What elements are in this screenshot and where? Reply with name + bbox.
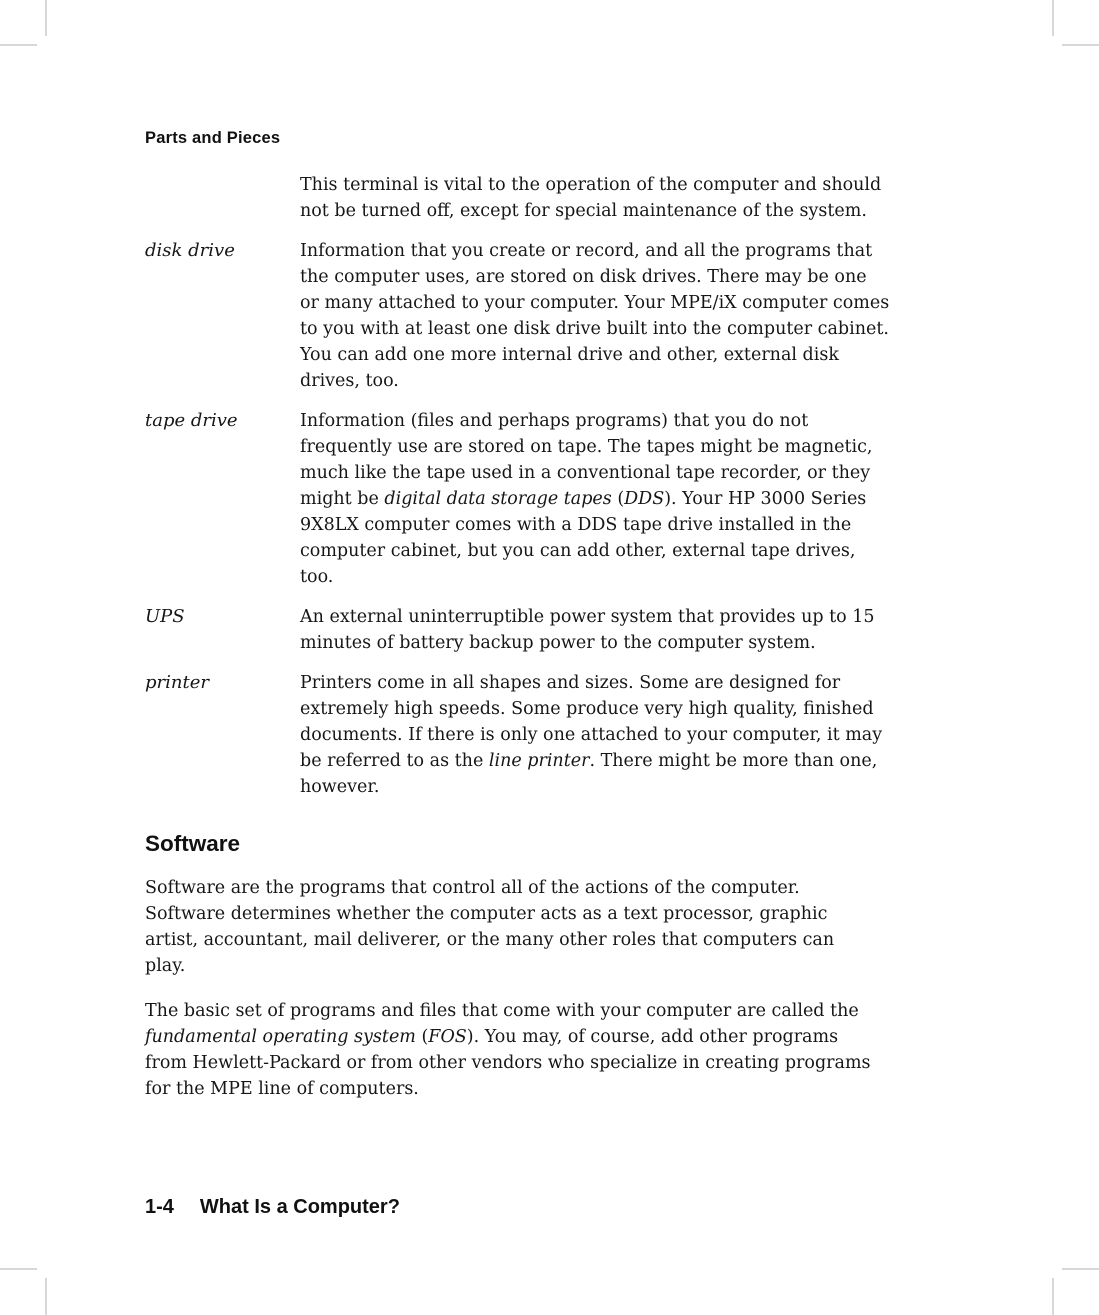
definition-term: tape drive — [145, 410, 238, 431]
definition-text: An external uninterruptible power system that provides up to 15 minutes of battery backup power to the computer system. — [300, 607, 875, 653]
definition-row — [145, 408, 920, 590]
definition-term: UPS — [145, 606, 185, 627]
running-header: Parts and Pieces — [145, 129, 281, 147]
page-content — [145, 172, 920, 1121]
crop-mark-top-right-horizontal — [1062, 44, 1099, 46]
definition-row — [145, 670, 920, 800]
crop-mark-bottom-right-horizontal — [1062, 1268, 1099, 1270]
definition-term — [145, 172, 300, 224]
software-paragraph-1: Software are the programs that control all of the actions of the computer. Software determines whether the computer acts as a text processor, graphic artist, accountant, mail deliverer, or the many other roles that computers can play. — [145, 878, 835, 976]
definition-text: Printers come in all shapes and sizes. Some are designed for extremely high speeds. Some produce very high quality, finished documents. If there is only one attached to your computer, it may be referred to as the line printer. There might be more than one, however. — [300, 673, 883, 797]
crop-mark-bottom-left-vertical — [45, 1278, 47, 1315]
definition-term: disk drive — [145, 240, 235, 261]
page-footer — [145, 1196, 400, 1219]
crop-mark-bottom-left-horizontal — [0, 1268, 37, 1270]
definition-row — [145, 238, 920, 394]
crop-mark-top-left-vertical — [45, 0, 47, 36]
definition-text: Information that you create or record, and all the programs that the computer uses, are stored on disk drives. There may be one or many attached to your computer. Your MPE/iX computer comes to you with at least one disk drive built into the computer cabinet. You can add one more internal drive and other, external disk drives, too. — [300, 241, 890, 391]
section-heading-software: Software — [145, 831, 241, 856]
footer-page-number: 1-4 — [145, 1196, 174, 1218]
software-paragraph-2: The basic set of programs and files that come with your computer are called the fundamental operating system (FOS). You may, of course, add other programs from Hewlett-Packard or from other vendors who specialize in creating programs for the MPE line of computers. — [145, 1001, 871, 1099]
definition-term: printer — [145, 672, 209, 693]
definition-row — [145, 604, 920, 656]
footer-chapter-title: What Is a Computer? — [199, 1196, 400, 1218]
crop-mark-top-right-vertical — [1052, 0, 1054, 36]
crop-mark-bottom-right-vertical — [1052, 1278, 1054, 1315]
definition-row — [145, 172, 920, 224]
crop-mark-top-left-horizontal — [0, 44, 37, 46]
glossary-section — [145, 172, 920, 800]
definition-text: Information (files and perhaps programs) that you do not frequently use are stored on tape. The tapes might be magnetic, much like the tape used in a conventional tape recorder, or they might be digital data storage tapes (DDS). Your HP 3000 Series 9X8LX computer comes with a DDS tape drive installed in the computer cabinet, but you can add other, external tape drives, too. — [300, 411, 873, 587]
definition-text: This terminal is vital to the operation of the computer and should not be turned off, except for special maintenance of the system. — [300, 175, 882, 221]
